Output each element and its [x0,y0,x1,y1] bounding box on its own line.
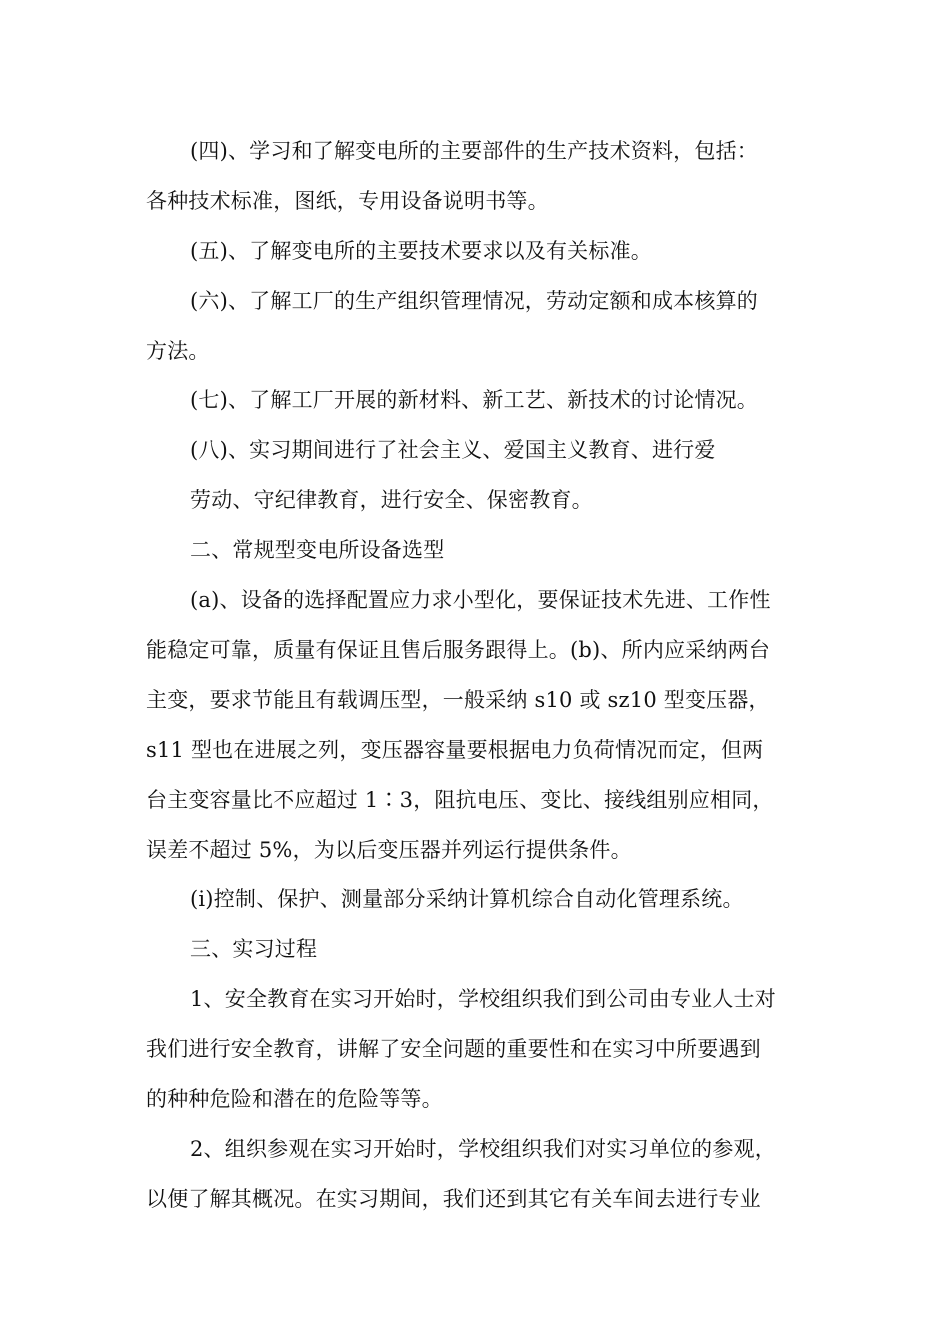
paragraph-line: 2、组织参观在实习开始时，学校组织我们对实习单位的参观， [190,1137,776,1161]
paragraph-line: (四)、学习和了解变电所的主要部件的生产技术资料，包括： [190,139,758,163]
paragraph-line: 以便了解其概况。在实习期间，我们还到其它有关车间去进行专业 [146,1187,761,1211]
section-heading: 三、实习过程 [190,937,318,961]
paragraph-line: 误差不超过 5%，为以后变压器并列运行提供条件。 [146,838,632,862]
section-heading: 二、常规型变电所设备选型 [190,538,445,562]
paragraph-line: (a)、设备的选择配置应力求小型化，要保证技术先进、工作性 [190,588,771,612]
paragraph-line: 主变，要求节能且有载调压型，一般采纳 s10 或 sz10 型变压器， [146,688,770,712]
paragraph-line: 我们进行安全教育，讲解了安全问题的重要性和在实习中所要遇到 [146,1037,761,1061]
paragraph-line: 各种技术标准，图纸，专用设备说明书等。 [146,189,549,213]
paragraph-line: (六)、了解工厂的生产组织管理情况，劳动定额和成本核算的 [190,289,758,313]
paragraph-line: (五)、了解变电所的主要技术要求以及有关标准。 [190,239,652,263]
paragraph-line: 的种种危险和潜在的危险等等。 [146,1087,443,1111]
paragraph-line: (i)控制、保护、测量部分采纳计算机综合自动化管理系统。 [190,887,744,911]
paragraph-line: 1、安全教育在实习开始时，学校组织我们到公司由专业人士对 [190,987,776,1011]
paragraph-line: 劳动、守纪律教育，进行安全、保密教育。 [190,488,593,512]
paragraph-line: 台主变容量比不应超过 1∶3，阻抗电压、变比、接线组别应相同， [146,788,774,812]
paragraph-line: s11 型也在进展之列，变压器容量要根据电力负荷情况而定，但两 [146,738,764,762]
paragraph-line: 能稳定可靠，质量有保证且售后服务跟得上。(b)、所内应采纳两台 [146,638,771,662]
paragraph-line: (八)、实习期间进行了社会主义、爱国主义教育、进行爱 [190,438,716,462]
paragraph-line: 方法。 [146,339,210,363]
paragraph-line: (七)、了解工厂开展的新材料、新工艺、新技术的讨论情况。 [190,388,758,412]
